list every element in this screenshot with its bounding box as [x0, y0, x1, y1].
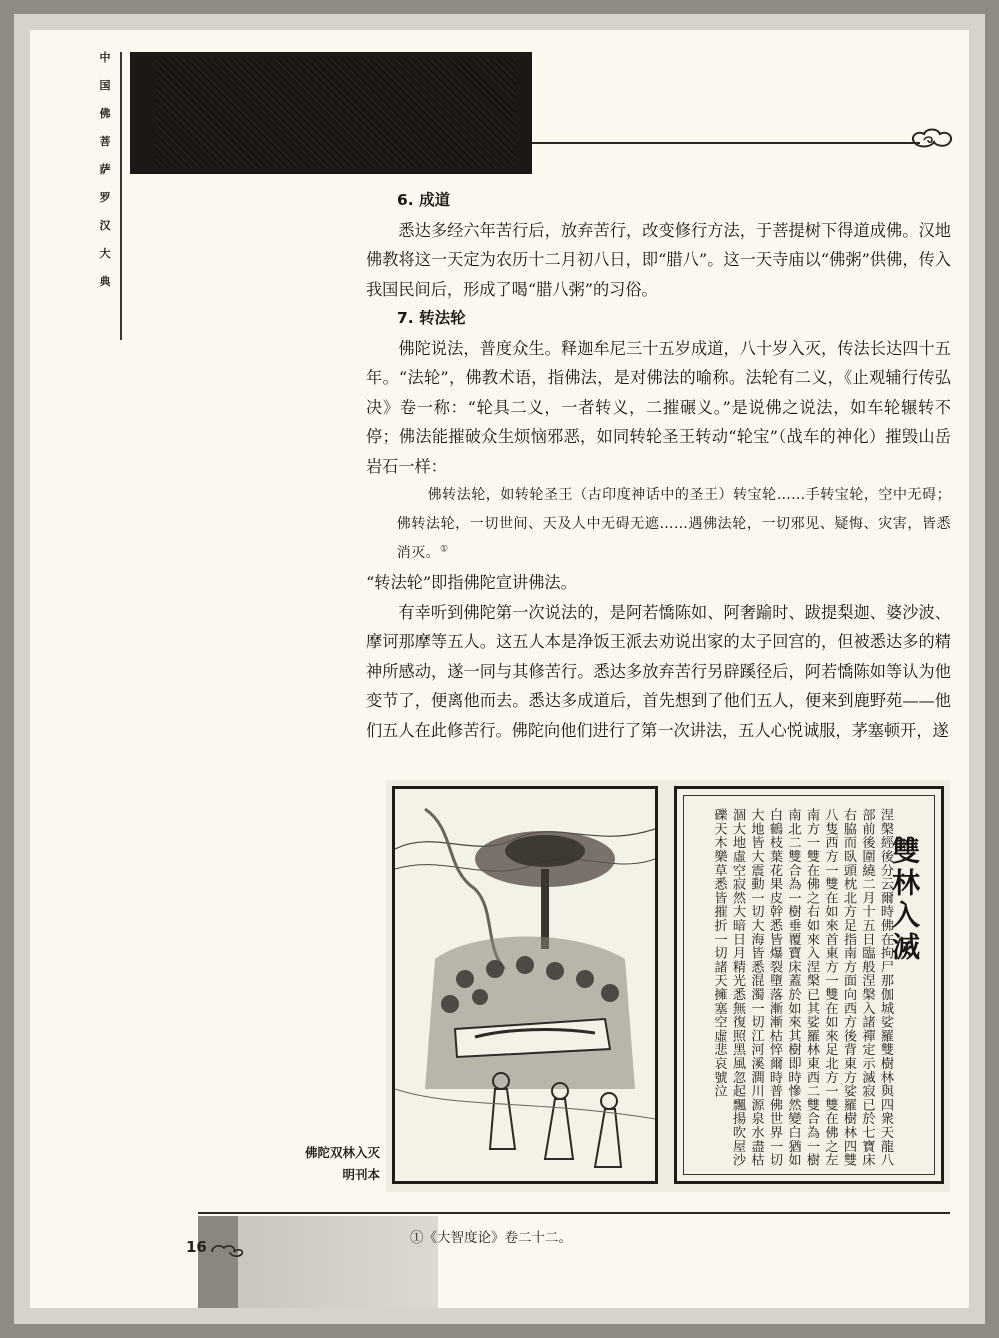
cloud-ornament-icon [910, 126, 954, 150]
nirvana-woodcut-icon [395, 789, 655, 1181]
paragraph: 悉达多经六年苦行后，放弃苦行，改变修行方法，于菩提树下得道成佛。汉地佛教将这一天定为农历十二月初八日，即“腊八”。这一天寺庙以“佛粥”供佛，传入我国民间后，形成了喝“腊八粥”的习俗。 [366, 220, 951, 299]
title-char: 典 [99, 275, 111, 288]
quote-text: 佛转法轮，如转轮圣王（古印度神话中的圣王）转宝轮……手转宝轮，空中无碍；佛转法轮，一切世间、天及人中无碍无遮……遇佛法轮，一切邪见、疑悔、灾害，皆悉消灭。 [396, 487, 951, 561]
title-char: 汉 [99, 219, 111, 232]
title-char: 菩 [99, 135, 111, 148]
section-heading: 7. 转法轮 [397, 309, 466, 327]
title-char: 佛 [99, 107, 111, 120]
block-quote [366, 481, 951, 568]
paragraph: 佛陀说法，普度众生。释迦牟尼三十五岁成道，八十岁入灭，传法长达四十五年。“法轮”，佛教术语，指佛法，是对佛法的喻称。法轮有二义，《止观辅行传弘决》卷一称：“轮具二义，一者转义，二摧碾义。”是说佛之说法，如车轮辗转不停；佛法能摧破众生烦恼邪恶，如同转轮圣王转动“轮宝”（战车的神化）摧毁山岳岩石一样： [366, 338, 951, 476]
book-page [30, 30, 969, 1308]
cloud-scroll-icon [210, 1242, 244, 1258]
title-char: 大 [99, 247, 111, 260]
footnote: ①《大智度论》卷二十二。 [410, 1230, 572, 1246]
page-number: 16 [186, 1238, 207, 1256]
caption-source: 明刊本 [342, 1167, 380, 1182]
section-heading: 6. 成道 [397, 191, 451, 209]
plate-text-panel [674, 786, 944, 1184]
footer-decoration [198, 1216, 438, 1308]
woodcut-image [392, 786, 658, 1184]
title-char: 中 [99, 51, 111, 64]
plate-title: 雙林入滅 [888, 836, 921, 964]
paragraph: “转法轮”即指佛陀宣讲佛法。 [366, 573, 577, 592]
illustration-plate [386, 780, 950, 1192]
page-frame [14, 14, 985, 1324]
footer-divider [198, 1212, 950, 1214]
side-divider [120, 52, 122, 340]
header-decoration [130, 52, 532, 174]
footnote-ref: ① [440, 544, 449, 555]
paragraph: 有幸听到佛陀第一次说法的，是阿若憍陈如、阿奢踰时、跋提梨迦、婆沙波、摩诃那摩等五人。这五人本是净饭王派去劝说出家的太子回宫的，但被悉达多的精神所感动，遂一同与其修苦行。悉达多放弃苦行另辟蹊径后，阿若憍陈如等认为他变节了，便离他而去。悉达多成道后，首先想到了他们五人，便来到鹿野苑——他们五人在此修苦行。佛陀向他们进行了第一次讲法，五人心悦诚服，茅塞顿开，遂 [366, 602, 951, 740]
title-char: 国 [99, 79, 111, 92]
caption-title: 佛陀双林入灭 [304, 1145, 380, 1160]
book-title-vertical [92, 52, 118, 287]
plate-classical-text: 涅槃經後分云爾時佛在拘尸那伽城娑羅雙樹林與四衆天龍八部前後圍繞二月十五日臨般涅槃入諸禪定示滅寂已於七寶床右脇而臥頭枕北方足指南方面向西方後背東方娑羅樹林四雙八隻西方一雙在如來首東方一雙在如來足北方一雙在佛之左南方一雙在佛之右如來入涅槃已其娑羅林東西二雙合為一樹南北二雙合為一樹垂覆寶床蓋於如來其樹即時慘然變白猶如白鶴枝葉花果皮幹悉皆爆裂墮落漸漸枯悴爾時普佛世界一切大地皆大震動一切大海皆悉混濁一切江河溪澗川源泉水盡枯涸大地虛空寂然大暗日月精光悉無復照黑風忽起飄揚吹屋沙礫天木樂草悉皆摧折一切諸天擁塞空虛悲哀號泣 [711, 808, 893, 1167]
figure-caption [250, 1142, 380, 1186]
article-body [366, 186, 951, 745]
title-char: 罗 [99, 191, 111, 204]
title-char: 萨 [99, 163, 111, 176]
header-divider [532, 142, 920, 144]
